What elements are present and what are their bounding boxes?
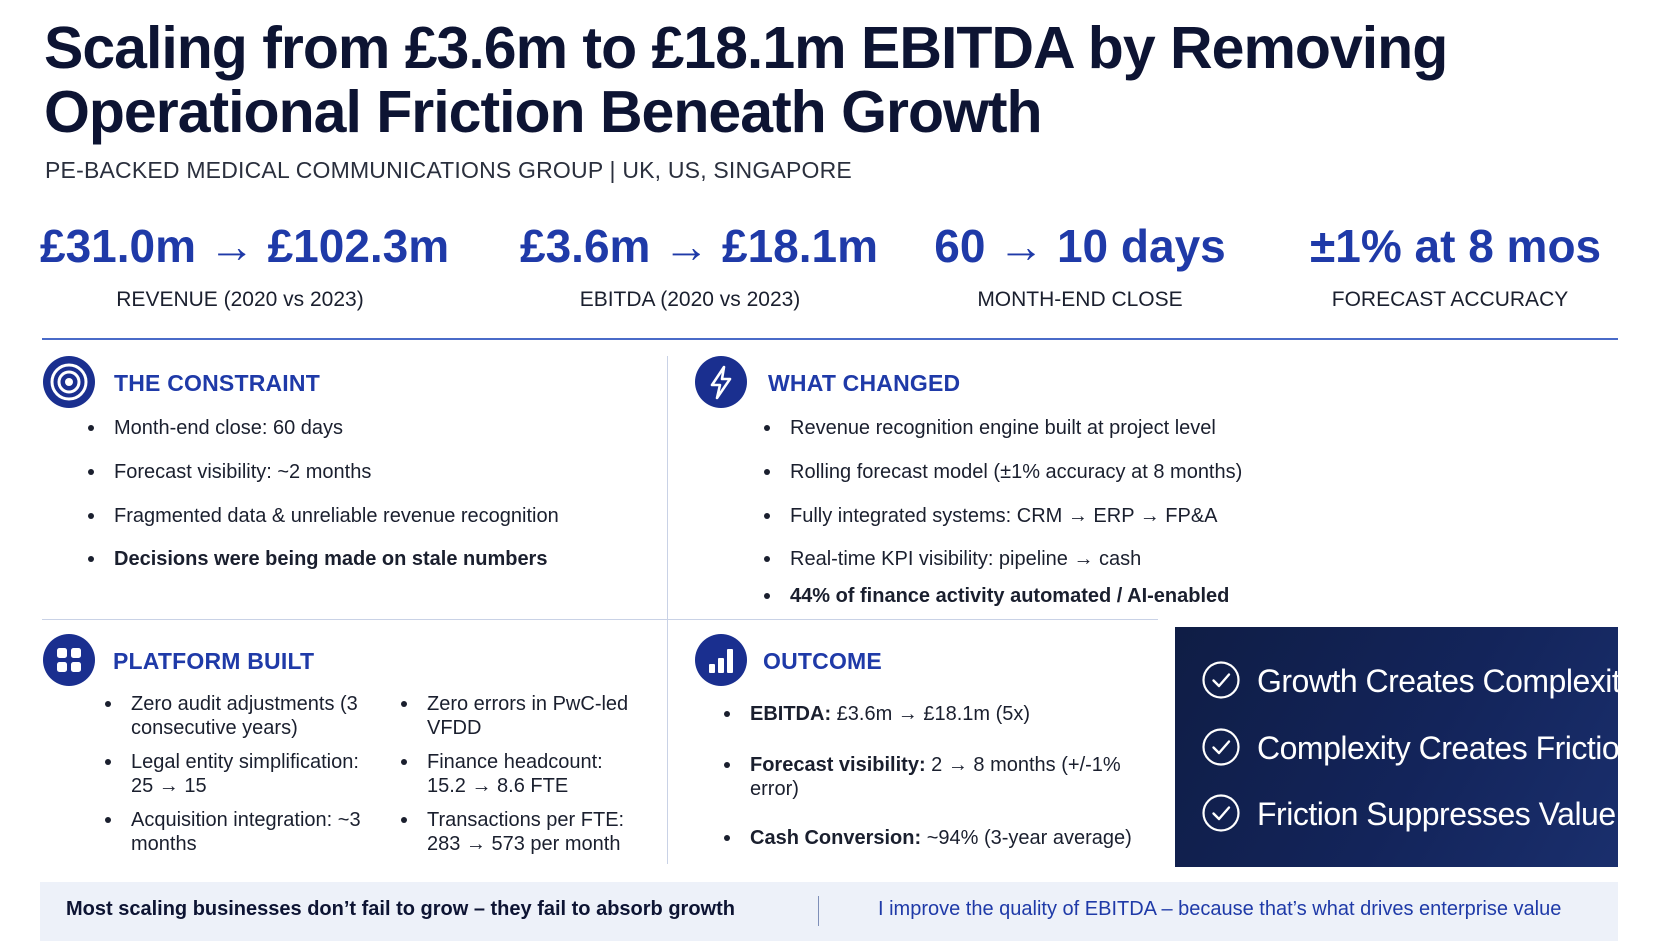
divider-vertical — [667, 356, 668, 864]
outcome-list — [720, 702, 1170, 850]
platform-list-right — [397, 692, 647, 856]
footer-separator — [818, 896, 819, 926]
list-item: 44% of finance activity automated / AI-enabled — [760, 584, 1360, 608]
kpi-label: MONTH-END CLOSE — [977, 288, 1183, 311]
list-item: Rolling forecast model (±1% accuracy at 8 months) — [760, 460, 1360, 484]
list-item — [720, 702, 1170, 726]
footer-banner — [40, 882, 1618, 941]
section-title-outcome: OUTCOME — [763, 648, 882, 674]
constraint-list — [84, 416, 644, 571]
outcome-text: 2 → 8 months (+/-1% error) — [750, 754, 1121, 800]
outcome-label: EBITDA: — [750, 703, 832, 725]
list-item: Revenue recognition engine built at project level — [760, 416, 1360, 440]
bar-chart-icon — [695, 634, 747, 686]
kpi-value: ±1% at 8 mos — [1310, 220, 1602, 272]
platform-list-left — [101, 692, 371, 856]
page-subtitle: PE-BACKED MEDICAL COMMUNICATIONS GROUP | UK, US, SINGAPORE — [45, 157, 852, 183]
kpi-label: REVENUE (2020 vs 2023) — [116, 288, 364, 311]
list-item — [720, 753, 1170, 801]
footer-left-text: Most scaling businesses don’t fail to grow – they fail to absorb growth — [66, 898, 735, 920]
list-item: Fully integrated systems: CRM → ERP → FP&A — [760, 504, 1360, 528]
outcome-text: ~94% (3-year average) — [921, 827, 1132, 849]
page-title: Scaling from £3.6m to £18.1m EBITDA by Removing Operational Friction Beneath Growth — [44, 15, 1448, 145]
check-circle-icon — [1201, 793, 1241, 833]
divider-top — [42, 338, 1618, 340]
panel-item-text: Growth Creates Complexity — [1257, 663, 1636, 699]
kpi-ebitda — [520, 218, 879, 312]
list-item: Acquisition integration: ~3 months — [101, 808, 371, 856]
lightning-icon — [695, 356, 747, 408]
outcome-label: Forecast visibility: — [750, 754, 926, 776]
check-circle-icon — [1201, 660, 1241, 700]
kpi-value: 60 → 10 days — [934, 220, 1226, 272]
kpi-row — [40, 218, 1630, 318]
kpi-forecast-accuracy — [1310, 218, 1602, 312]
list-item: Forecast visibility: ~2 months — [84, 460, 644, 484]
kpi-value: £31.0m → £102.3m — [40, 220, 450, 272]
kpi-label: EBITDA (2020 vs 2023) — [579, 288, 801, 311]
check-circle-icon — [1201, 727, 1241, 767]
list-item: Fragmented data & unreliable revenue recognition — [84, 504, 644, 528]
grid-icon — [43, 634, 95, 686]
outcome-label: Cash Conversion: — [750, 827, 922, 849]
section-title-what-changed: WHAT CHANGED — [768, 370, 961, 396]
kpi-label: FORECAST ACCURACY — [1331, 288, 1569, 311]
list-item: Decisions were being made on stale numbers — [84, 547, 644, 571]
section-title-constraint: THE CONSTRAINT — [114, 370, 320, 396]
footer-right-text: I improve the quality of EBITDA – because that’s what drives enterprise value — [878, 898, 1562, 920]
what-changed-list — [760, 416, 1360, 608]
divider-middle — [42, 619, 1158, 620]
target-icon — [43, 356, 95, 408]
section-title-platform-built: PLATFORM BUILT — [113, 648, 315, 674]
panel-item-text: Complexity Creates Friction — [1257, 730, 1637, 766]
list-item: Month-end close: 60 days — [84, 416, 644, 440]
panel-item-text: Friction Suppresses Value — [1257, 796, 1616, 832]
list-item: Zero errors in PwC-led VFDD — [397, 692, 647, 740]
list-item: Legal entity simplification: 25 → 15 — [101, 750, 371, 798]
list-item: Real-time KPI visibility: pipeline → cash — [760, 547, 1360, 571]
list-item: Finance headcount: 15.2 → 8.6 FTE — [397, 750, 647, 798]
list-item: Transactions per FTE: 283 → 573 per month — [397, 808, 647, 856]
list-item — [720, 826, 1170, 850]
principles-panel — [1175, 627, 1637, 867]
outcome-text: £3.6m → £18.1m (5x) — [831, 703, 1031, 725]
kpi-value: £3.6m → £18.1m — [520, 220, 879, 272]
kpi-revenue — [40, 218, 450, 312]
kpi-month-end-close — [930, 218, 1230, 312]
list-item: Zero audit adjustments (3 consecutive years) — [101, 692, 371, 740]
